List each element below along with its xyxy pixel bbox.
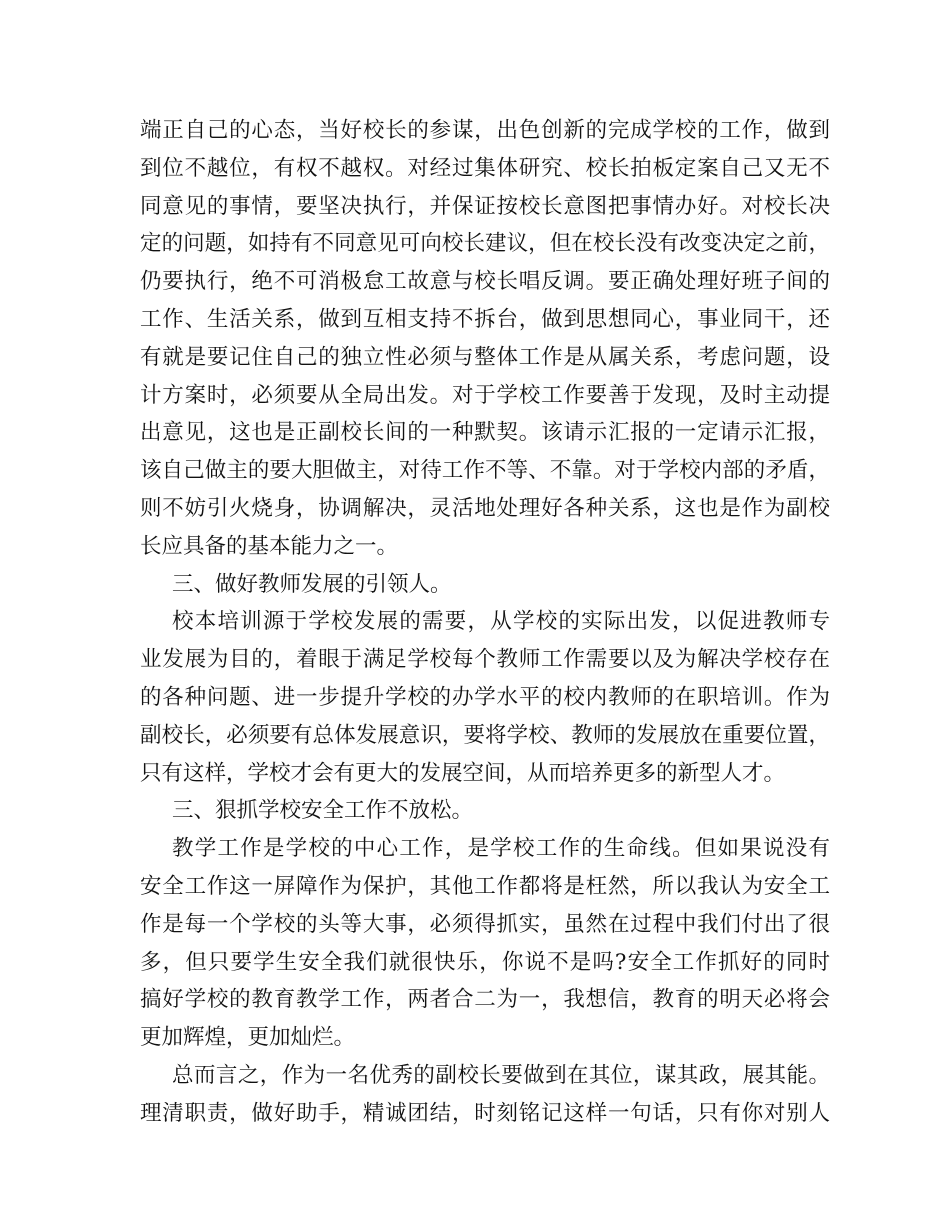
text-line: 出意见，这也是正副校长间的一种默契。该请示汇报的一定请示汇报，	[140, 420, 830, 446]
text-line: 定的问题，如持有不同意见可向校长建议，但在校长没有改变决定之前，	[140, 231, 830, 257]
text-line: 只有这样，学校才会有更大的发展空间，从而培养更多的新型人才。	[140, 760, 786, 786]
text-line: 到位不越位，有权不越权。对经过集体研究、校长拍板定案自己又无不	[140, 155, 830, 181]
text-line: 业发展为目的，着眼于满足学校每个教师工作需要以及为解决学校存在	[140, 647, 830, 673]
text-line: 的各种问题、进一步提升学校的办学水平的校内教师的在职培训。作为	[140, 684, 830, 710]
text-line: 仍要执行，绝不可消极怠工故意与校长唱反调。要正确处理好班子间的	[140, 269, 830, 295]
text-line: 工作、生活关系，做到互相支持不拆台，做到思想同心，事业同干，还	[140, 306, 830, 332]
paragraph-safety	[140, 830, 830, 1057]
document-body	[140, 112, 830, 1133]
text-line: 多，但只要学生安全我们就很快乐，你说不是吗?安全工作抓好的同时	[140, 949, 830, 975]
text-line: 教学工作是学校的中心工作，是学校工作的生命线。但如果说没有	[172, 836, 830, 862]
section-heading-teacher-development	[140, 566, 830, 604]
paragraph-conclusion	[140, 1057, 830, 1133]
section-heading-safety	[140, 792, 830, 830]
text-line: 理清职责，做好助手，精诚团结，时刻铭记这样一句话，只有你对别人	[140, 1100, 830, 1126]
paragraph-training	[140, 603, 830, 792]
text-line: 搞好学校的教育教学工作，两者合二为一，我想信，教育的明天必将会	[140, 987, 830, 1013]
section-heading: 三、狠抓学校安全工作不放松。	[172, 798, 474, 824]
text-line: 更加辉煌，更加灿烂。	[140, 1025, 356, 1051]
text-line: 长应具备的基本能力之一。	[140, 533, 399, 559]
text-line: 该自己做主的要大胆做主，对待工作不等、不靠。对于学校内部的矛盾，	[140, 458, 830, 484]
text-line: 副校长，必须要有总体发展意识，要将学校、教师的发展放在重要位置，	[140, 722, 830, 748]
text-line: 同意见的事情，要坚决执行，并保证按校长意图把事情办好。对校长决	[140, 193, 830, 219]
text-line: 计方案时，必须要从全局出发。对于学校工作要善于发现，及时主动提	[140, 382, 830, 408]
text-line: 有就是要记住自己的独立性必须与整体工作是从属关系，考虑问题，设	[140, 344, 830, 370]
text-line: 端正自己的心态，当好校长的参谋，出色创新的完成学校的工作，做到	[140, 118, 830, 143]
text-line: 作是每一个学校的头等大事，必须得抓实，虽然在过程中我们付出了很	[140, 911, 830, 937]
paragraph-duties	[140, 112, 830, 566]
text-line: 则不妨引火烧身，协调解决，灵活地处理好各种关系，这也是作为副校	[140, 495, 830, 521]
text-line: 安全工作这一屏障作为保护，其他工作都将是枉然，所以我认为安全工	[140, 873, 830, 899]
text-line: 校本培训源于学校发展的需要，从学校的实际出发，以促进教师专	[172, 609, 830, 635]
section-heading: 三、做好教师发展的引领人。	[172, 571, 452, 597]
text-line: 总而言之，作为一名优秀的副校长要做到在其位，谋其政，展其能。	[172, 1062, 830, 1088]
